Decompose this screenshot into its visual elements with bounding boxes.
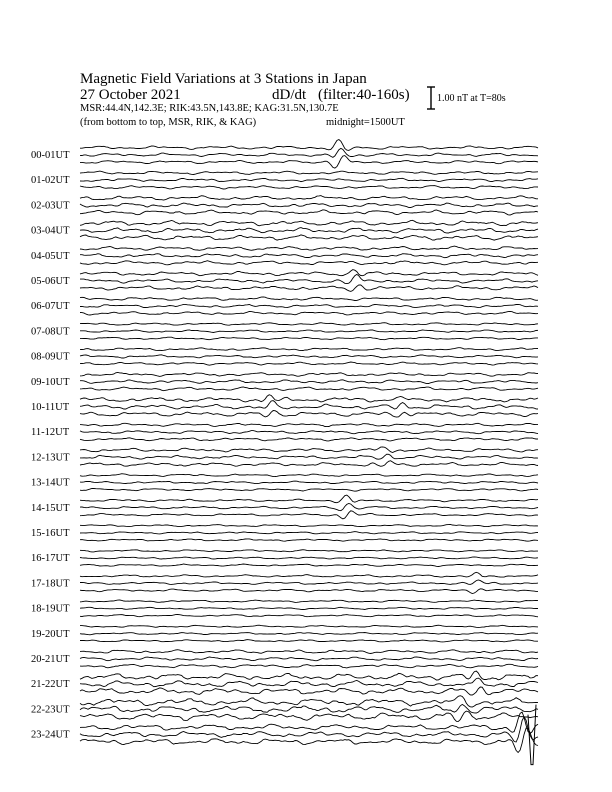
trace-msr bbox=[80, 461, 538, 467]
trace-rik bbox=[80, 401, 538, 409]
hour-label: 17-18UT bbox=[31, 578, 70, 590]
hour-label: 20-21UT bbox=[31, 654, 70, 665]
trace-rik bbox=[80, 380, 538, 384]
trace-kag bbox=[80, 600, 538, 602]
hour-label: 05-06UT bbox=[31, 276, 70, 287]
trace-kag bbox=[80, 395, 538, 402]
trace-msr bbox=[80, 728, 538, 752]
hour-label: 21-22UT bbox=[31, 679, 70, 691]
trace-kag bbox=[80, 671, 538, 680]
hour-label: 14-15UT bbox=[31, 502, 70, 514]
hour-label: 02-03UT bbox=[31, 200, 70, 212]
trace-rik bbox=[80, 717, 538, 742]
trace-rik bbox=[80, 633, 538, 635]
trace-msr bbox=[80, 285, 538, 292]
filter-label: (filter:40-160s) bbox=[318, 87, 410, 103]
trace-msr bbox=[80, 210, 538, 215]
trace-kag bbox=[80, 495, 538, 503]
trace-rik bbox=[80, 504, 538, 511]
trace-kag bbox=[80, 572, 538, 577]
trace-msr bbox=[80, 156, 538, 169]
hour-label: 07-08UT bbox=[31, 326, 70, 338]
trace-msr bbox=[80, 261, 538, 265]
trace-rik bbox=[80, 178, 538, 181]
trace-rik bbox=[80, 274, 538, 283]
trace-rik bbox=[80, 431, 538, 434]
hour-label: 01-02UT bbox=[31, 175, 70, 187]
hour-label: 04-05UT bbox=[31, 250, 70, 262]
trace-kag bbox=[80, 550, 538, 552]
trace-msr bbox=[80, 311, 538, 315]
hour-label: 19-20UT bbox=[31, 628, 70, 640]
chart-date: 27 October 2021 bbox=[80, 87, 181, 103]
trace-rik bbox=[80, 254, 538, 258]
trace-kag bbox=[80, 297, 538, 301]
hour-label: 10-11UT bbox=[31, 402, 70, 413]
trace-rik bbox=[80, 607, 538, 609]
hour-label: 18-19UT bbox=[31, 603, 70, 615]
trace-order-note: (from bottom to top, MSR, RIK, & KAG) bbox=[80, 117, 257, 128]
trace-kag bbox=[80, 348, 538, 351]
trace-rik bbox=[80, 481, 538, 484]
trace-kag bbox=[80, 171, 538, 174]
trace-msr bbox=[80, 615, 538, 617]
trace-kag bbox=[80, 270, 538, 276]
chart-title: Magnetic Field Variations at 3 Stations in Japan bbox=[80, 71, 367, 87]
trace-rik bbox=[80, 657, 538, 661]
trace-msr bbox=[80, 387, 538, 391]
hour-label: 13-14UT bbox=[31, 477, 70, 489]
hour-label: 16-17UT bbox=[31, 553, 70, 565]
trace-rik bbox=[80, 330, 538, 333]
trace-rik bbox=[80, 532, 538, 534]
trace-msr bbox=[80, 687, 538, 695]
trace-rik bbox=[80, 580, 538, 584]
hour-label: 11-12UT bbox=[31, 427, 70, 439]
trace-rik bbox=[80, 678, 538, 687]
trace-rik bbox=[80, 355, 538, 358]
trace-msr bbox=[80, 564, 538, 567]
trace-msr bbox=[80, 186, 538, 189]
trace-msr bbox=[80, 640, 538, 642]
trace-msr bbox=[80, 539, 538, 541]
trace-kag bbox=[80, 372, 538, 376]
trace-msr bbox=[80, 589, 538, 594]
trace-rik bbox=[80, 228, 538, 233]
trace-msr bbox=[80, 235, 538, 240]
hour-label: 22-23UT bbox=[31, 704, 70, 716]
trace-msr bbox=[80, 711, 538, 721]
hour-label: 09-10UT bbox=[31, 376, 70, 388]
trace-kag bbox=[80, 140, 538, 151]
trace-msr bbox=[80, 664, 538, 668]
hour-label: 00-01UT bbox=[31, 150, 70, 161]
midnight-note: midnight=1500UT bbox=[326, 117, 405, 128]
trace-rik bbox=[80, 148, 538, 157]
trace-rik bbox=[80, 557, 538, 559]
trace-kag bbox=[80, 323, 538, 326]
trace-msr bbox=[80, 362, 538, 365]
trace-kag bbox=[80, 650, 538, 654]
hour-label: 03-04UT bbox=[31, 225, 70, 237]
trace-kag bbox=[80, 447, 538, 453]
trace-rik bbox=[80, 454, 538, 459]
trace-msr bbox=[80, 511, 538, 519]
hour-label: 15-16UT bbox=[31, 528, 70, 539]
trace-rik bbox=[80, 304, 538, 307]
trace-msr bbox=[80, 438, 538, 441]
trace-kag bbox=[80, 220, 538, 226]
trace-kag bbox=[80, 246, 538, 250]
quantity-label: dD/dt bbox=[272, 87, 307, 103]
trace-rik bbox=[80, 203, 538, 207]
trace-kag bbox=[80, 625, 538, 627]
trace-kag bbox=[80, 696, 538, 707]
trace-msr bbox=[80, 411, 538, 418]
trace-kag bbox=[80, 474, 538, 477]
station-coordinates: MSR:44.4N,142.3E; RIK:43.5N,143.8E; KAG:31.5N,130.7E bbox=[80, 103, 339, 114]
msr-off-scale-spike bbox=[528, 705, 536, 765]
trace-kag bbox=[80, 423, 538, 426]
scale-label: 1.00 nT at T=80s bbox=[437, 93, 506, 104]
trace-msr bbox=[80, 337, 538, 340]
trace-msr bbox=[80, 488, 538, 491]
hour-label: 23-24UT bbox=[31, 729, 70, 741]
hour-label: 08-09UT bbox=[31, 351, 70, 363]
hour-label: 06-07UT bbox=[31, 301, 70, 313]
trace-kag bbox=[80, 525, 538, 527]
hour-label: 12-13UT bbox=[31, 452, 70, 464]
trace-kag bbox=[80, 196, 538, 201]
